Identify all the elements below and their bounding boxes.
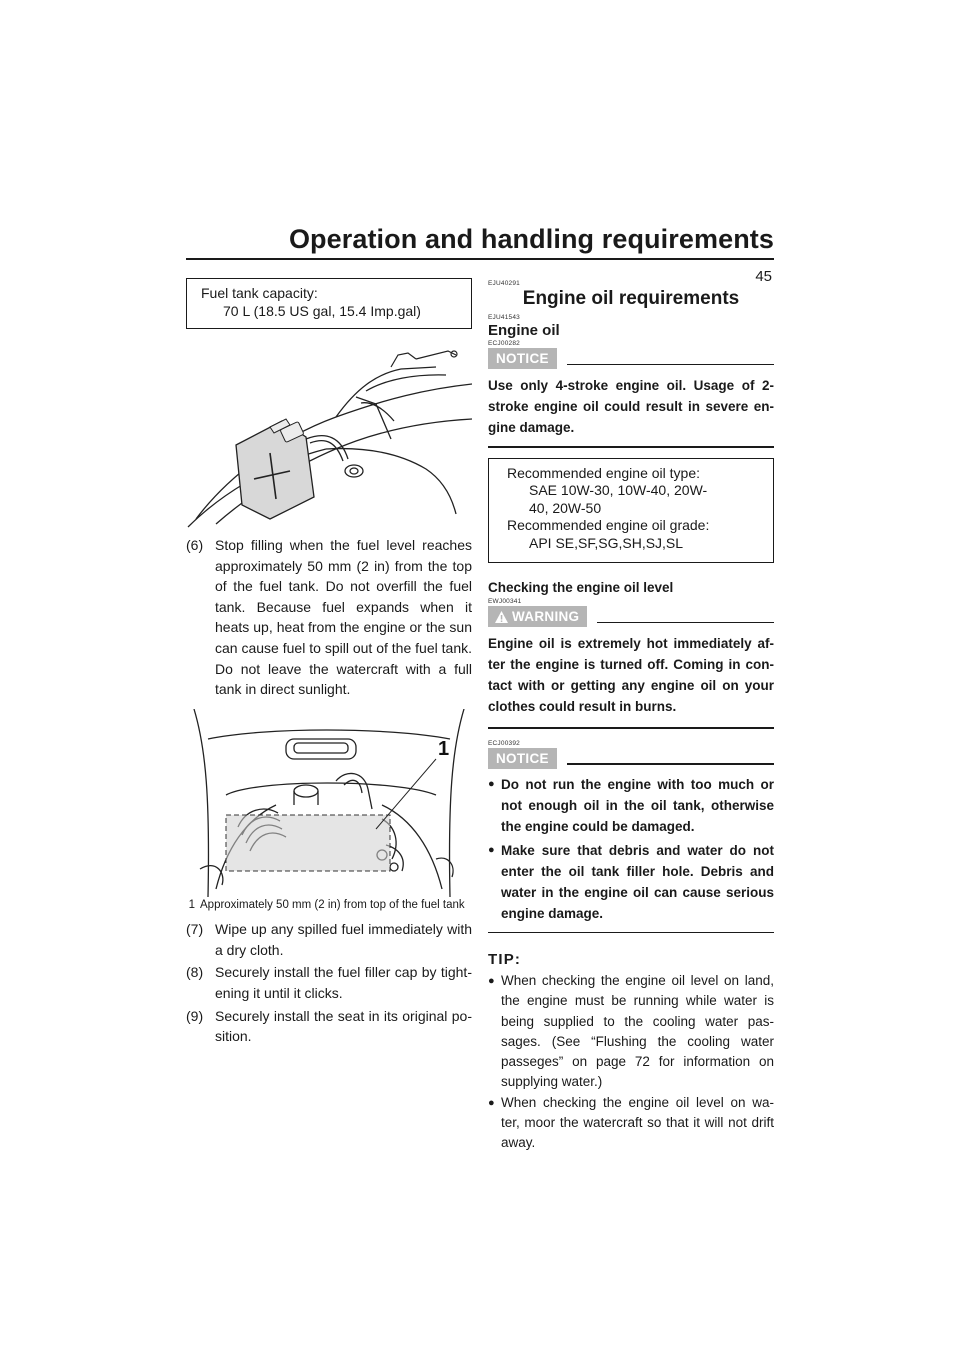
warning-header (488, 606, 774, 627)
bullet-dot: ● (488, 1096, 495, 1109)
step-text: Wipe up any spilled fuel immediately with a dry cloth. (215, 921, 472, 958)
warning-badge (488, 606, 587, 627)
notice2-bullet (488, 840, 774, 924)
oil-grade-label: Recommended engine oil grade: (507, 517, 710, 533)
tip-bullet (488, 1093, 774, 1154)
notice-end-rule (488, 446, 774, 448)
subsection-title: Engine oil (488, 322, 560, 339)
bullet-text: When checking the engine oil level on land, the engine must be running while water is being supplied to the cooling water pas- sages. (See “Flushing the cooling water passeges” on page 72 for information on supplying water.) (501, 973, 774, 1090)
tip-bullet (488, 971, 774, 1093)
notice-text: Use only 4-stroke engine oil. Usage of 2-stroke engine oil could result in severe en- gine damage. (488, 378, 774, 435)
bullet-text: Do not run the engine with too much or not enough oil in the oil tank, otherwise the engine could be damaged. (501, 776, 774, 834)
warning-end-rule (488, 727, 774, 729)
step-text: Securely install the seat in its original po- sition. (215, 1007, 472, 1045)
fuel-tank-interior-drawing (186, 709, 472, 897)
notice-badge: NOTICE (488, 348, 557, 369)
step-number: (7) (186, 921, 204, 938)
oil-grade-value: API SE,SF,SG,SH,SJ,SL (529, 534, 684, 551)
step-7 (186, 919, 472, 960)
notice2-rule (567, 763, 774, 765)
tip-title: TIP: (488, 951, 522, 968)
step-number: (8) (186, 964, 204, 981)
notice2-badge: NOTICE (488, 748, 557, 769)
oil-type-value: SAE 10W-30, 10W-40, 20W-40, 20W-50 (529, 482, 708, 516)
step-text: Securely install the fuel filler cap by tight- ening it until it clicks. (215, 964, 472, 1002)
step-9 (186, 1006, 472, 1047)
warning-rule (597, 622, 774, 624)
step-number: (9) (186, 1007, 204, 1024)
subsection-code: EJU41543 (488, 314, 520, 321)
step-8 (186, 962, 472, 1003)
page-number: 45 (755, 268, 772, 285)
section-code: EJU40291 (488, 280, 520, 287)
warning-triangle-icon (494, 610, 509, 624)
notice-header (488, 348, 774, 369)
bullet-dot: ● (488, 777, 495, 790)
page-header (186, 224, 774, 260)
left-column (186, 278, 472, 1047)
fuel-capacity-value: 70 L (18.5 US gal, 15.4 Imp.gal) (223, 303, 421, 319)
watercraft-refuel-drawing (186, 329, 472, 529)
fuel-capacity-label: Fuel tank capacity: (201, 285, 318, 301)
fuel-tank-illustration (186, 329, 472, 529)
figure-caption (186, 899, 472, 913)
notice-rule (567, 364, 774, 366)
notice2-end-rule (488, 932, 774, 934)
warning-label: WARNING (512, 609, 580, 624)
check-oil-heading: Checking the engine oil level (488, 580, 674, 595)
step-text: Stop filling when the fuel level reaches approximately 50 mm (2 in) from the top of the fuel tank. Do not overfill the fuel tank. Because fuel expands when it heats up, heat from the engine or the sun can cause fuel to spill out of the fuel tank. Do not leave the watercraft with a full tank in direct sunlight. (215, 537, 472, 698)
oil-type-label: Recommended engine oil type: (507, 464, 701, 481)
caption-number: 1 (188, 898, 195, 911)
bullet-dot: ● (488, 975, 495, 987)
fuel-level-illustration (186, 709, 472, 897)
tip-list (488, 971, 774, 1154)
notice2-header (488, 748, 774, 769)
step-number: (6) (186, 537, 204, 553)
notice-code: ECJ00282 (488, 340, 520, 347)
step-6 (186, 535, 472, 700)
notice2-list (488, 774, 774, 924)
right-column (488, 278, 774, 1154)
bullet-dot: ● (488, 843, 495, 856)
bullet-text: When checking the engine oil level on wa- ter, moor the watercraft so that it will not drift away. (501, 1094, 774, 1151)
warning-code: EWJ00341 (488, 598, 522, 605)
section-title: Engine oil requirements (522, 288, 740, 309)
oil-spec-box (488, 458, 774, 564)
bullet-text: Make sure that debris and water do not enter the oil tank filler hole. Debris and water in the engine oil can cause serious engine damage. (501, 842, 774, 921)
header-rule (186, 258, 774, 260)
warning-text: Engine oil is extremely hot immediately af- ter the engine is turned off. Coming in con- tact with or getting any engine oil on your clothes could result in burns. (488, 636, 774, 714)
notice2-bullet (488, 774, 774, 837)
caption-text: Approximately 50 mm (2 in) from top of the fuel tank (200, 898, 465, 911)
fuel-capacity-box (186, 278, 472, 329)
figure-callout-number: 1 (438, 737, 450, 760)
steps-list (186, 919, 472, 1047)
notice2-code: ECJ00392 (488, 739, 520, 747)
page-title: Operation and handling requirements (288, 224, 774, 254)
